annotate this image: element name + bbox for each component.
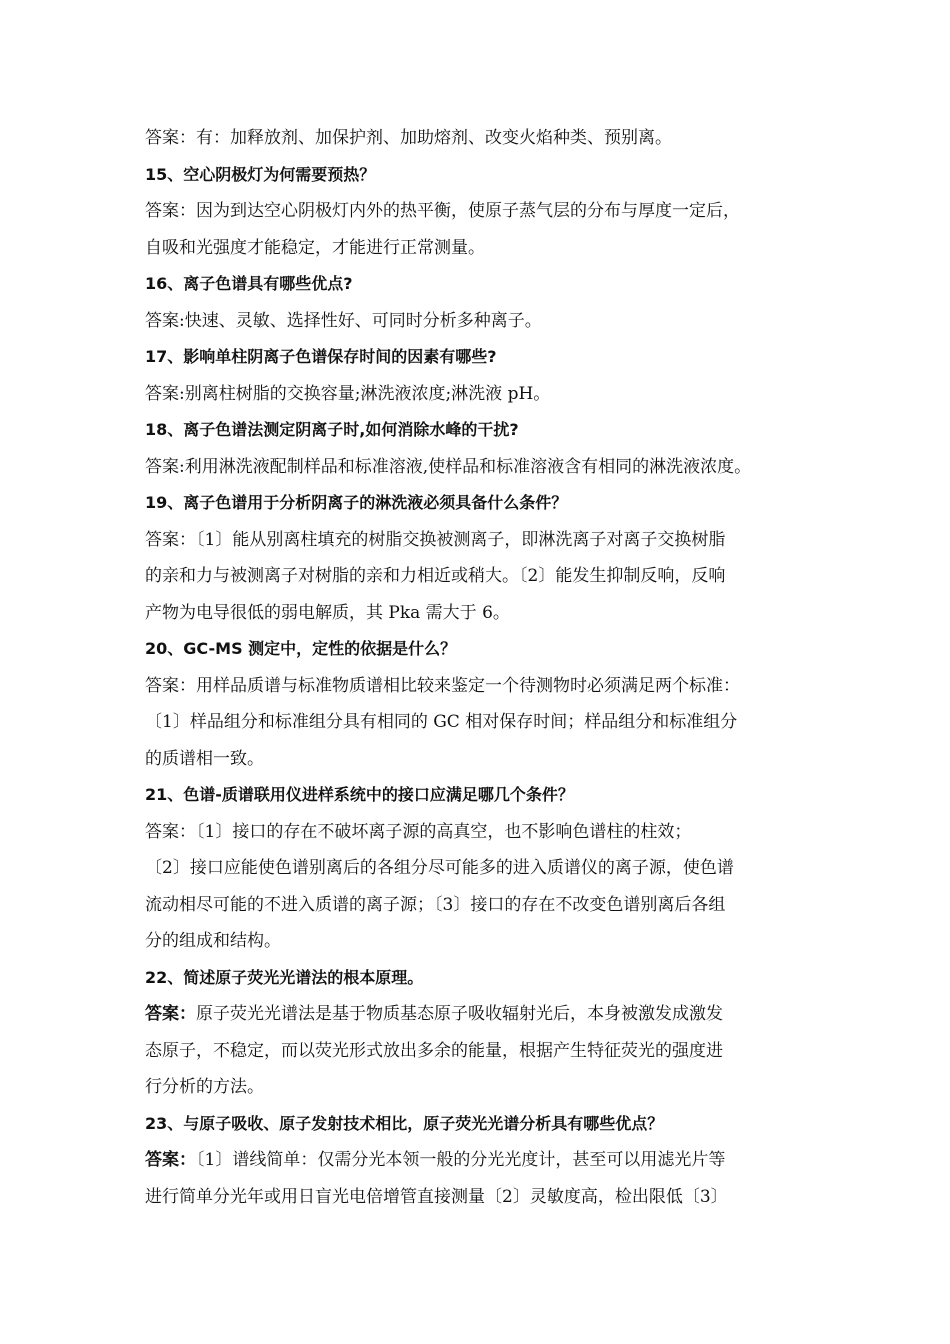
answer-line: 产物为电导很低的弱电解质，其 Pka 需大于 6。	[145, 602, 510, 623]
question-heading: 17、影响单柱阴离子色谱保存时间的因素有哪些?	[145, 347, 497, 366]
answer-line: 答案:别离柱树脂的交换容量;淋洗液浓度;淋洗液 pH。	[145, 383, 551, 404]
answer-line: 答案：〔1〕接口的存在不破坏离子源的高真空，也不影响色谱柱的柱效；	[145, 821, 692, 842]
answer-line: 答案：用样品质谱与标准物质谱相比较来鉴定一个待测物时必须满足两个标准：	[145, 675, 740, 696]
answer-line: 的质谱相一致。	[145, 748, 264, 769]
answer-line: 行分析的方法。	[145, 1077, 264, 1097]
answer-line: 〔1〕样品组分和标准组分具有相同的 GC 相对保存时间；样品组分和标准组分	[145, 712, 738, 732]
question-heading: 16、离子色谱具有哪些优点?	[145, 274, 353, 293]
question-heading: 21、色谱-质谱联用仪进样系统中的接口应满足哪几个条件？	[145, 785, 574, 804]
answer-line: 答案：因为到达空心阴极灯内外的热平衡，使原子蒸气层的分布与厚度一定后，	[145, 201, 740, 221]
answer-line: 态原子，不稳定，而以荧光形式放出多余的能量，根据产生特征荧光的强度进	[145, 1040, 723, 1061]
question-heading: 15、空心阴极灯为何需要预热？	[145, 164, 376, 184]
answer-line: 的亲和力与被测离子对树脂的亲和力相近或稍大。〔2〕能发生抑制反响，反响	[145, 566, 726, 586]
answer-label: 答案：	[145, 1150, 196, 1170]
answer-line	[145, 1142, 845, 1179]
answer-label: 答案：	[145, 1004, 196, 1024]
answer-line	[145, 996, 845, 1033]
answer-line: 自吸和光强度才能稳定，才能进行正常测量。	[145, 237, 485, 258]
question-heading: 20、GC-MS 测定中，定性的依据是什么？	[145, 639, 457, 658]
answer-line: 答案:利用淋洗液配制样品和标准溶液,使样品和标准溶液含有相同的淋洗液浓度。	[145, 456, 752, 477]
answer-line: 答案：有：加释放剂、加保护剂、加助熔剂、改变火焰种类、预别离。	[145, 128, 672, 148]
answer-line: 答案：〔1〕能从别离柱填充的树脂交换被测离子，即淋洗离子对离子交换树脂	[145, 529, 726, 550]
question-heading: 18、离子色谱法测定阴离子时,如何消除水峰的干扰?	[145, 420, 519, 439]
answer-text: 〔1〕谱线简单：仅需分光本领一般的分光光度计，甚至可以用滤光片等	[196, 1150, 726, 1170]
question-heading: 23、与原子吸收、原子发射技术相比，原子荧光光谱分析具有哪些优点？	[145, 1113, 664, 1133]
answer-text: 原子荧光光谱法是基于物质基态原子吸收辐射光后，本身被激发成激发	[196, 1004, 723, 1024]
answer-line: 流动相尽可能的不进入质谱的离子源；〔3〕接口的存在不改变色谱别离后各组	[145, 894, 726, 915]
answer-line: 答案:快速、灵敏、选择性好、可同时分析多种离子。	[145, 310, 542, 331]
answer-line: 进行简单分光年或用日盲光电倍增管直接测量〔2〕灵敏度高，检出限低〔3〕	[145, 1186, 728, 1207]
answer-line: 分的组成和结构。	[145, 931, 281, 951]
question-heading: 19、离子色谱用于分析阴离子的淋洗液必须具备什么条件？	[145, 493, 568, 512]
question-heading: 22、简述原子荧光光谱法的根本原理。	[145, 967, 424, 987]
answer-line: 〔2〕接口应能使色谱别离后的各组分尽可能多的进入质谱仪的离子源，使色谱	[145, 858, 734, 878]
document-page	[145, 120, 845, 1215]
